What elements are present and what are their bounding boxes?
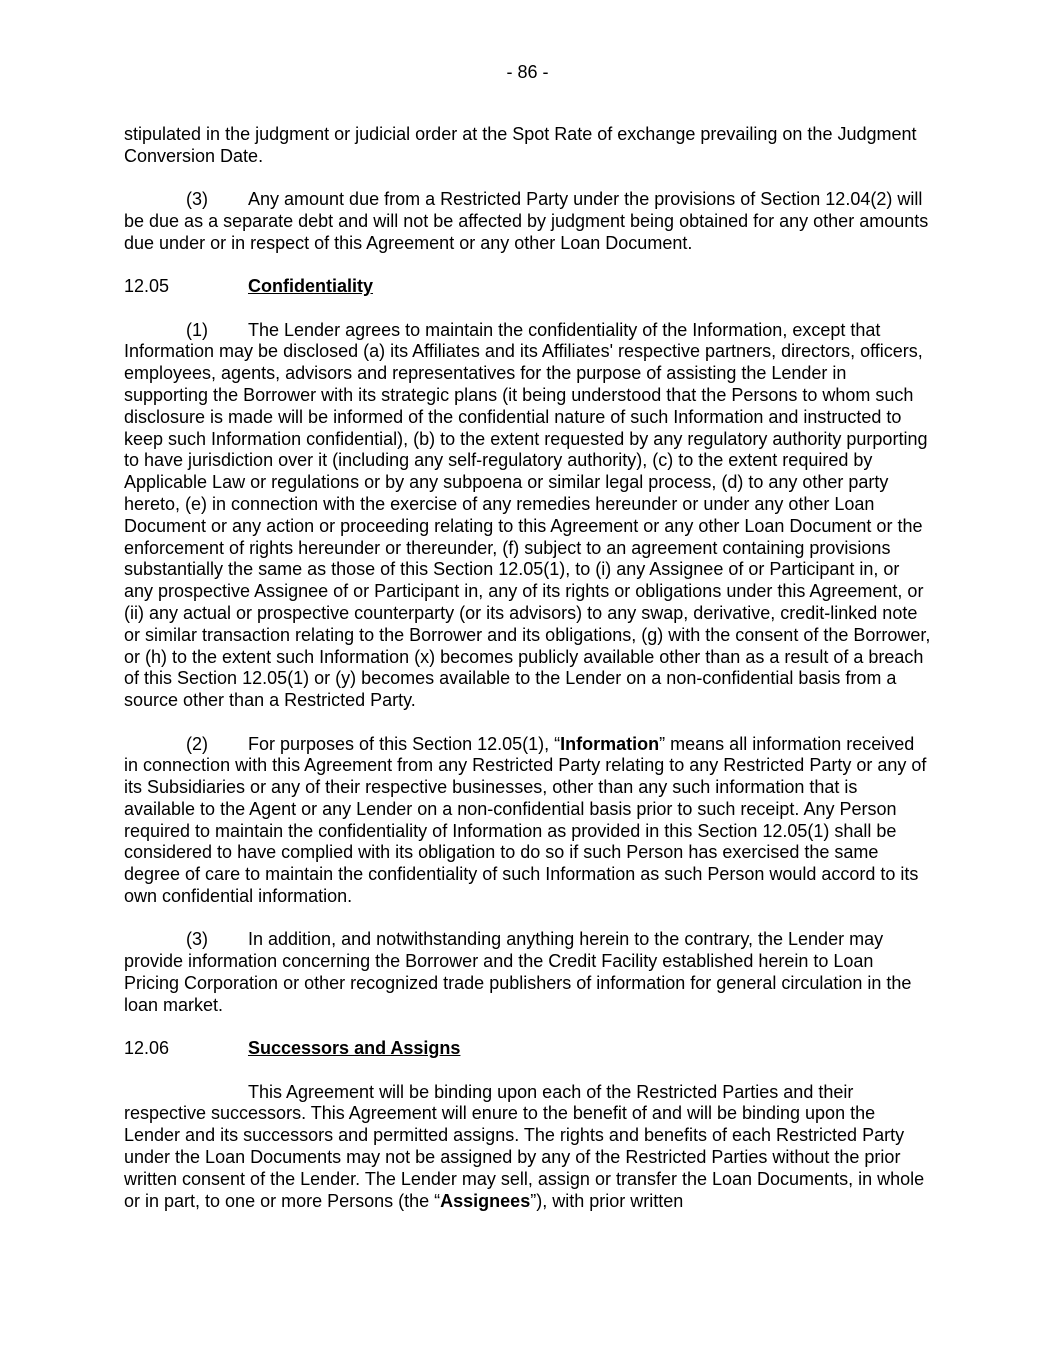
paragraph-text-after: ” means all information received in connection with this Agreement from any Restricted Party relating to any Restricted Party or any of its Subsidiaries or any of their respective businesses, other than any such information that is available to the Agent or any Lender on a non-confidential basis prior to such receipt. Any Person required to maintain the confidentiality of Information as provided in this Section 12.05(1) shall be considered to have complied with its obligation to do so if such Person has exercised the same degree of care to maintain the confidentiality of such Information as such Person would accord to its own confidential information.: [124, 733, 927, 907]
section-heading-12-05: [124, 276, 932, 298]
section-title: Successors and Assigns: [248, 1038, 461, 1059]
paragraph-text-after: ”), with prior written: [530, 1190, 684, 1211]
paragraph-12-05-2: [124, 734, 932, 908]
paragraph-number: (3): [186, 929, 208, 950]
paragraph-text-before: For purposes of this Section 12.05(1), “: [248, 733, 561, 754]
section-number: 12.05: [124, 276, 170, 297]
section-title: Confidentiality: [248, 276, 373, 297]
paragraph-text: Any amount due from a Restricted Party under the provisions of Section 12.04(2) will be due as a separate debt and will not be affected by judgment being obtained for any other amounts due under or in respect of this Agreement or any other Loan Document.: [124, 189, 929, 253]
paragraph-text: In addition, and notwithstanding anything herein to the contrary, the Lender may provide information concerning the Borrower and the Credit Facility established herein to Loan Pricing Corporation or other recognized trade publishers of information for general circulation in the loan market.: [124, 929, 912, 1015]
section-heading-12-06: [124, 1038, 932, 1060]
paragraph-number: (3): [186, 189, 208, 210]
paragraph-12-04-3: [124, 189, 932, 254]
page-number: - 86 -: [506, 62, 549, 82]
paragraph-12-06: [124, 1082, 932, 1213]
paragraph-text-before: This Agreement will be binding upon each of the Restricted Parties and their respective successors. This Agreement will enure to the benefit of and will be binding upon the Lender and its successors and permitted assigns. The rights and benefits of each Restricted Party under the Loan Documents may not be assigned by any of the Restricted Parties without the prior written consent of the Lender. The Lender may sell, assign or transfer the Loan Documents, in whole or in part, to one or more Persons (the “: [124, 1081, 925, 1211]
paragraph-12-05-1: [124, 320, 932, 712]
paragraph-text: The Lender agrees to maintain the confidentiality of the Information, except that Information may be disclosed (a) its Affiliates and its Affiliates' respective partners, directors, officers, employees, agents, advisors and representatives for the purpose of assisting the Lender in supporting the Borrower with its strategic plans (it being understood that the Persons to whom such disclosure is made will be informed of the confidential nature of such Information and instructed to keep such Information confidential), (b) to the extent requested by any regulatory authority purporting to have jurisdiction over it (including any self-regulatory authority), (c) to the extent required by Applicable Law or regulations or by any subpoena or similar legal process, (d) to any other party hereto, (e) in connection with the exercise of any remedies hereunder or under any other Loan Document or any action or proceeding relating to this Agreement or any other Loan Document or the enforcement of rights hereunder or thereunder, (f) subject to an agreement containing provisions substantially the same as those of this Section 12.05(1), to (i) any Assignee of or Participant in, or any prospective Assignee of or Participant in, any of its rights or obligations under this Agreement, or (ii) any actual or prospective counterparty (or its advisors) to any swap, derivative, credit-linked note or similar transaction relating to the Borrower and its obligations, (g) with the consent of the Borrower, or (h) to the extent such Information (x) becomes publicly available other than as a result of a breach of this Section 12.05(1) or (y) becomes available to the Lender on a non-confidential basis from a source other than a Restricted Party.: [124, 319, 931, 711]
section-number: 12.06: [124, 1038, 170, 1059]
defined-term-information: Information: [560, 733, 660, 754]
paragraph-12-05-3: [124, 929, 932, 1016]
defined-term-assignees: Assignees: [440, 1190, 531, 1211]
paragraph-number: (2): [186, 733, 208, 754]
document-body: [124, 124, 932, 1234]
continuation-paragraph: stipulated in the judgment or judicial order at the Spot Rate of exchange prevailing on the Judgment Conversion Date.: [124, 124, 917, 166]
paragraph-number: (1): [186, 319, 208, 340]
